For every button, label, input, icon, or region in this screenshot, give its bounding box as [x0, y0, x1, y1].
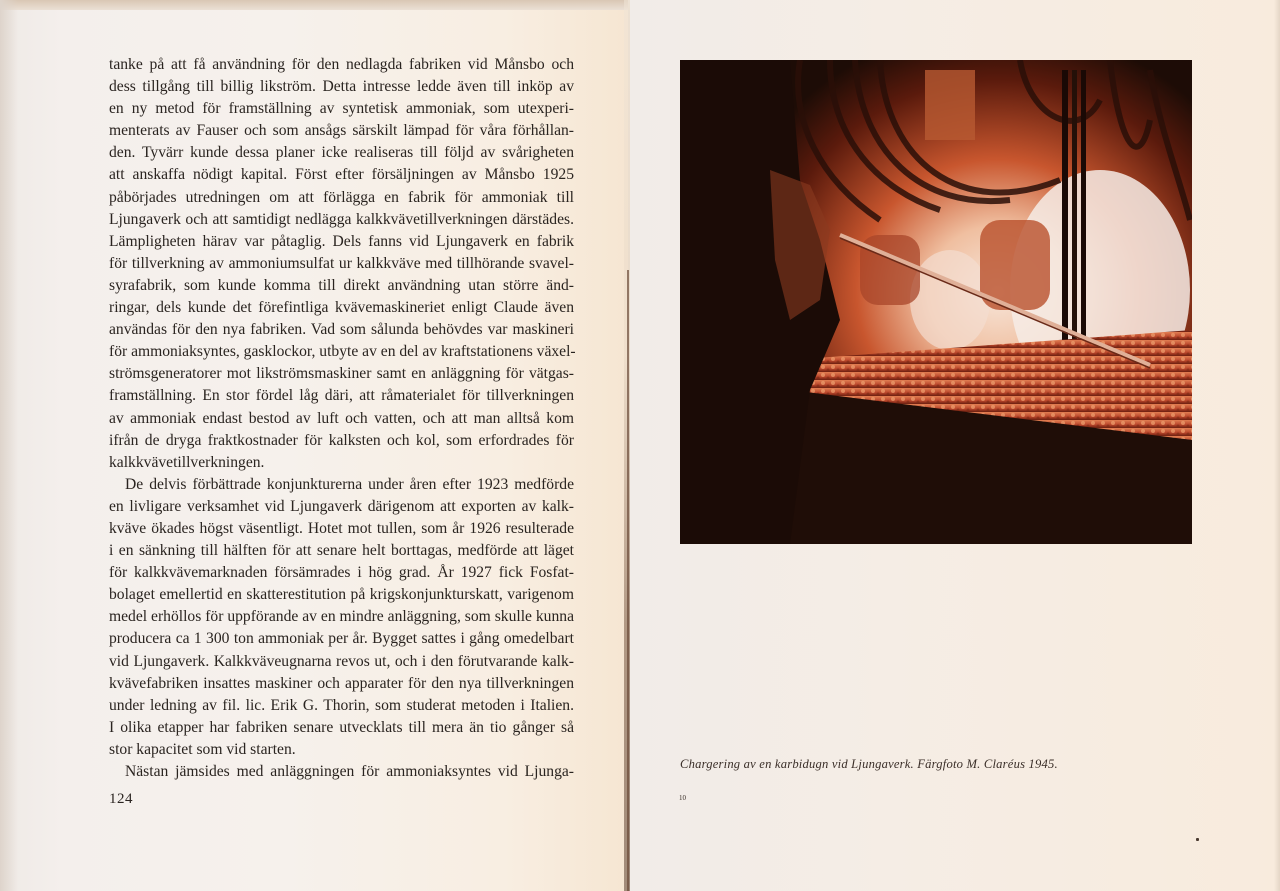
text-line: ifrån de dryga fraktkostnader för kalksten och kol, som erfordrades för	[109, 431, 574, 449]
text-line: kväve ökades högst väsentligt. Hotet mot tullen, som år 1926 resulterade	[109, 519, 574, 537]
text-line: medel erhöllos för uppförande av en mindre anläggning, som skulle kunna	[109, 608, 574, 626]
paragraph	[109, 474, 574, 761]
text-line: kalkkvävetillverkningen.	[109, 453, 265, 471]
photo-caption: Chargering av en karbidugn vid Ljungaverk. Färgfoto M. Claréus 1945.	[680, 757, 1058, 771]
text-line: bolaget emellertid en skatterestitution på krigskonjunkturskatt, varigenom	[109, 586, 574, 604]
text-line: Nästan jämsides med anläggningen för ammoniaksyntes vid Ljunga-	[125, 763, 574, 780]
paragraph	[109, 761, 574, 783]
text-line: ringar, dels kunde det förefintliga kvävemaskineriet enligt Claude även	[109, 299, 574, 317]
text-line: en livligare verksamhet vid Ljungaverk därigenom att exporten av kalk-	[109, 497, 574, 515]
text-line: att anskaffa nödigt kapital. Först efter försäljningen av Månsbo 1925	[109, 166, 574, 184]
text-line: i en sänkning till hälften för att senare helt borttagas, medförde att läget	[109, 542, 574, 560]
text-line: under ledning av fil. lic. Erik G. Thorin, som studerat metoden i Italien.	[109, 696, 574, 714]
left-page	[0, 0, 628, 891]
text-line: dess tillgång till billig likström. Detta intresse ledde även till inköp av	[109, 78, 574, 96]
text-line: I olika etapper har fabriken senare utvecklats till mera än tio gånger så	[109, 718, 574, 736]
text-line: för tillverkning av ammoniumsulfat ur kalkkväve med tillhörande svavel-	[109, 254, 574, 272]
text-line: syrafabrik, som kunde komma till direkt användning utan större änd-	[109, 276, 574, 294]
text-line: Ljungaverk och att samtidigt nedlägga kalkkvävetillverkningen därstädes.	[109, 210, 574, 228]
text-line: producera ca 1 300 ton ammoniak per år. Bygget sattes i gång omedelbart	[109, 630, 574, 648]
text-line: strömsgeneratorer mot likströmsmaskiner samt en anläggning för vätgas-	[109, 365, 574, 383]
text-line: för ammoniaksyntes, gasklockor, utbyte av en del av kraftstationens växel-	[109, 343, 576, 361]
text-line: vid Ljungaverk. Kalkkväveugnarna revos ut, och i den förutvarande kalk-	[109, 652, 574, 670]
text-line: Lämpligheten härav var påtaglig. Dels fanns vid Ljungaverk en fabrik	[109, 232, 574, 250]
body-text	[109, 54, 574, 783]
paper-speck	[1196, 838, 1199, 841]
text-line: tanke på att få användning för den nedlagda fabriken vid Månsbo och	[109, 56, 574, 73]
furnace-photo	[680, 60, 1192, 544]
page-number-left: 124	[109, 791, 133, 807]
paragraph	[109, 54, 574, 474]
text-line: en ny metod för framställning av syntetisk ammoniak, som utexperi-	[109, 100, 574, 118]
furnace-photo-image	[680, 60, 1192, 544]
text-line: kvävefabriken insattes maskiner och apparater för den nya tillverkningen	[109, 674, 574, 692]
gutter-shadow	[627, 270, 629, 891]
text-line: påbörjades utredningen om att förlägga en fabrik för ammoniak till	[109, 188, 574, 206]
text-line: av ammoniak endast bestod av luft och vatten, och att man alltså kom	[109, 409, 574, 427]
text-line: framställning. En stor fördel låg däri, att råmaterialet för tillverkningen	[109, 387, 574, 405]
text-line: för kalkkvävemarknaden försämrades i hög grad. År 1927 fick Fosfat-	[109, 564, 574, 582]
text-line: menterats av Fauser och som ansågs särskilt lämpad för våra förhållan-	[109, 122, 574, 140]
text-line: den. Tyvärr kunde dessa planer icke realiseras till följd av svårigheten	[109, 144, 574, 162]
signature-mark: 10	[679, 794, 686, 802]
text-line: stor kapacitet som vid starten.	[109, 740, 296, 758]
text-line: användas för den nya fabriken. Vad som sålunda behövdes var maskineri	[109, 321, 574, 339]
text-line: De delvis förbättrade konjunkturerna under åren efter 1923 medförde	[125, 475, 574, 493]
